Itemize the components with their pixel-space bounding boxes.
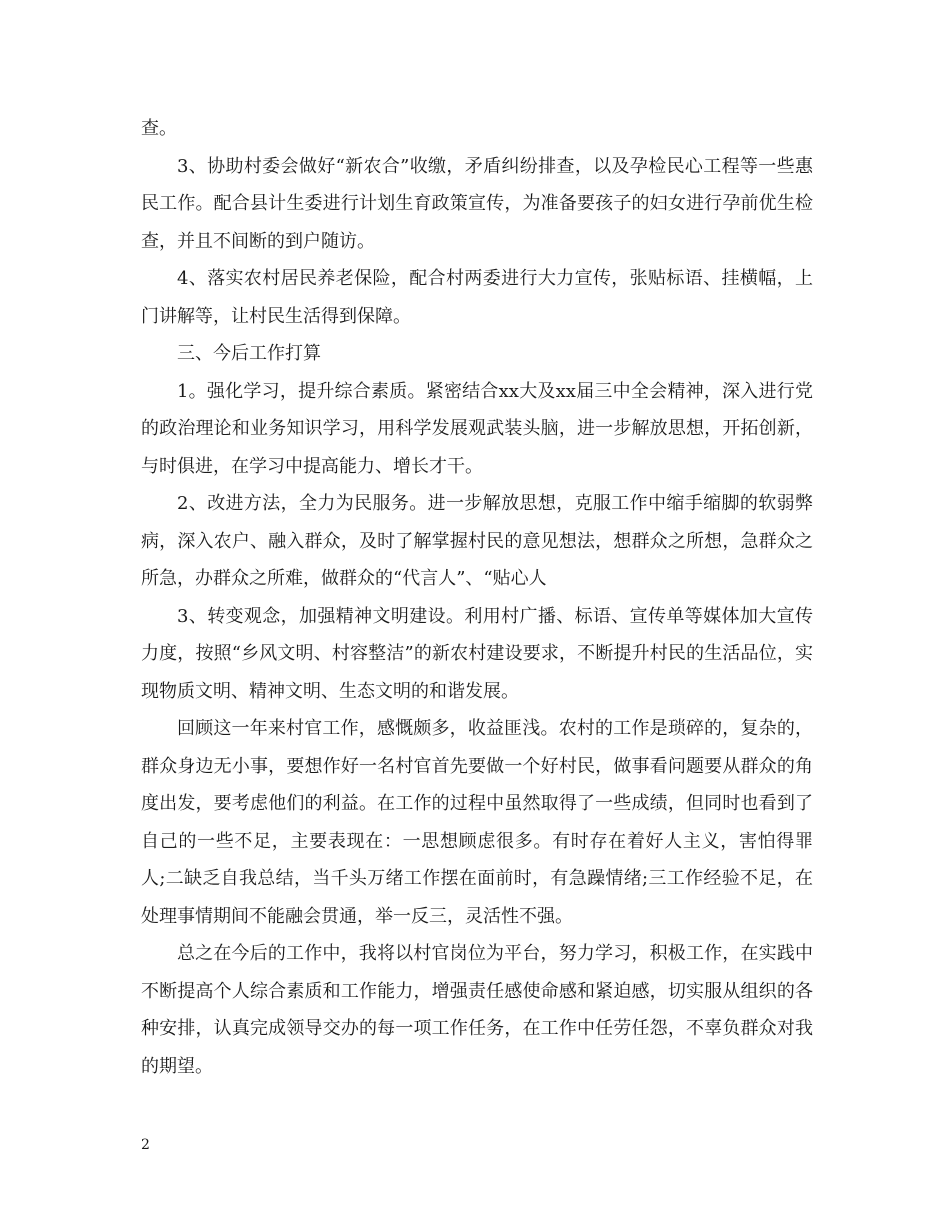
paragraph-item-4-pension: 4、落实农村居民养老保险，配合村两委进行大力宣传，张贴标语、挂横幅，上门讲解等，让村民生活得到保障。 [141,268,813,327]
document-body [141,110,813,1085]
paragraph-plan-3-civilization: 3、转变观念，加强精神文明建设。利用村广播、标语、宣传单等媒体加大宣传力度，按照“乡风文明、村容整洁”的新农村建设要求，不断提升村民的生活品位，实现物质文明、精神文明、生态文明的和谐发展。 [141,605,813,702]
paragraph-plan-2-service: 2、改进方法，全力为民服务。进一步解放思想，克服工作中缩手缩脚的软弱弊病，深入农户、融入群众，及时了解掌握村民的意见想法，想群众之所想，急群众之所急，办群众之所难，做群众的“代言人”、“贴心人 [141,493,813,589]
paragraph-conclusion: 总之在今后的工作中，我将以村官岗位为平台，努力学习，积极工作，在实践中不断提高个人综合素质和工作能力，增强责任感使命感和紧迫感，切实服从组织的各种安排，认真完成领导交办的每一项工作任务，在工作中任劳任怨，不辜负群众对我的期望。 [141,943,813,1077]
section-heading-future-plans: 三、今后工作打算 [177,343,321,364]
paragraph-item-3-xinnonghe: 3、协助村委会做好“新农合”收缴，矛盾纠纷排查，以及孕检民心工程等一些惠民工作。配合县计生委进行计划生育政策宣传，为准备要孩子的妇女进行孕前优生检查，并且不间断的到户随访。 [141,155,813,252]
paragraph-continuation: 查。 [141,118,177,139]
paragraph-review: 回顾这一年来村官工作，感慨颇多，收益匪浅。农村的工作是琐碎的，复杂的，群众身边无小事，要想作好一名村官首先要做一个好村民，做事看问题要从群众的角度出发，要考虑他们的利益。在工作的过程中虽然取得了一些成绩，但同时也看到了自己的一些不足，主要表现在：一思想顾虑很多。有时存在着好人主义，害怕得罪人;二缺乏自我总结，当千头万绪工作摆在面前时，有急躁情绪;三工作经验不足，在处理事情期间不能融会贯通，举一反三，灵活性不强。 [141,718,813,927]
page-number: 2 [141,1137,150,1153]
paragraph-plan-1-study: 1。强化学习，提升综合素质。紧密结合xx大及xx届三中全会精神，深入进行党的政治理论和业务知识学习，用科学发展观武装头脑，进一步解放思想，开拓创新，与时俱进，在学习中提高能力、增长才干。 [141,380,813,477]
